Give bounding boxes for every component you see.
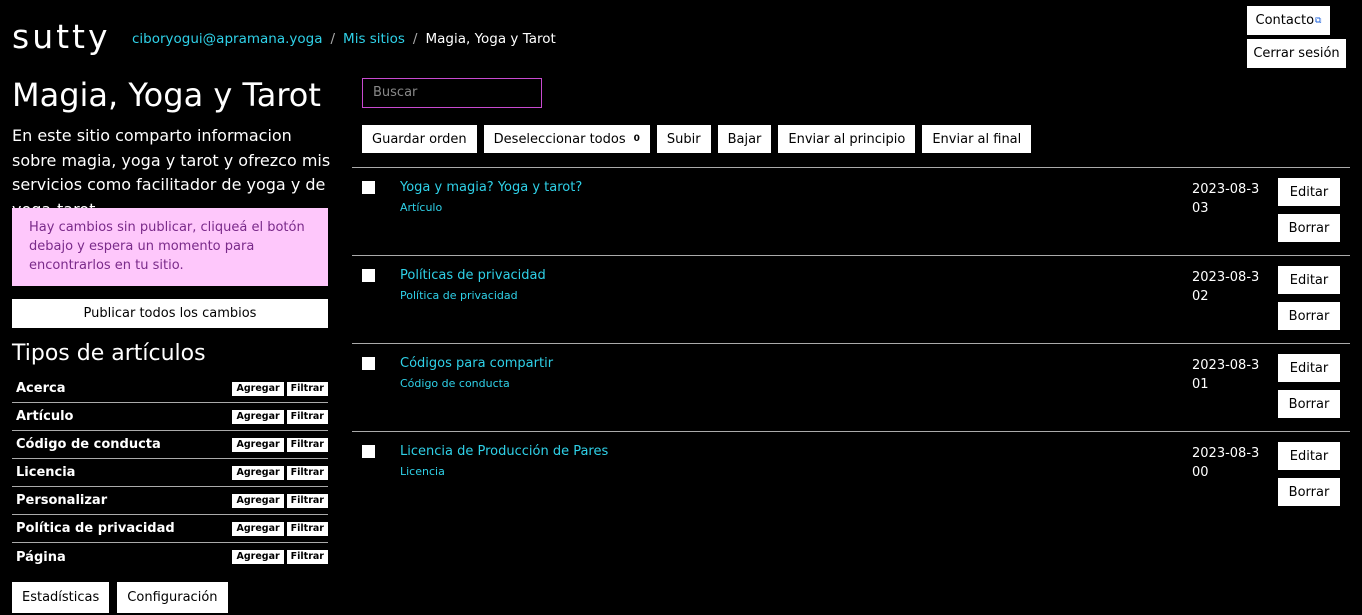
edit-button[interactable]: Editar bbox=[1278, 266, 1340, 294]
add-button[interactable]: Agregar bbox=[232, 466, 283, 480]
site-title: Magia, Yoga y Tarot bbox=[12, 76, 321, 114]
list-item bbox=[352, 343, 1350, 431]
post-type-link[interactable]: Licencia bbox=[400, 465, 445, 478]
add-button[interactable]: Agregar bbox=[232, 522, 283, 536]
add-button[interactable]: Agregar bbox=[232, 438, 283, 452]
list-item bbox=[352, 167, 1350, 255]
post-type-link[interactable]: Política de privacidad bbox=[400, 289, 518, 302]
breadcrumb bbox=[132, 31, 556, 47]
article-types-heading: Tipos de artículos bbox=[12, 341, 206, 366]
post-type-link[interactable]: Código de conducta bbox=[400, 377, 510, 390]
type-label: Página bbox=[16, 549, 66, 565]
filter-button[interactable]: Filtrar bbox=[287, 382, 328, 396]
filter-button[interactable]: Filtrar bbox=[287, 522, 328, 536]
edit-button[interactable]: Editar bbox=[1278, 354, 1340, 382]
post-date: 2023-08-302 bbox=[1192, 270, 1260, 304]
select-checkbox[interactable] bbox=[362, 445, 375, 458]
selected-count-badge: 0 bbox=[633, 134, 640, 144]
post-type-link[interactable]: Artículo bbox=[400, 201, 443, 214]
post-title-link[interactable]: Códigos para compartir bbox=[400, 356, 554, 371]
filter-button[interactable]: Filtrar bbox=[287, 550, 328, 564]
sutty-logo[interactable]: sutty bbox=[12, 17, 111, 56]
filter-button[interactable]: Filtrar bbox=[287, 438, 328, 452]
post-date: 2023-08-301 bbox=[1192, 358, 1260, 392]
type-label: Acerca bbox=[16, 381, 66, 396]
publish-all-button[interactable]: Publicar todos los cambios bbox=[12, 299, 328, 328]
select-checkbox[interactable] bbox=[362, 181, 375, 194]
type-row-personalizar bbox=[12, 487, 328, 515]
add-button[interactable]: Agregar bbox=[232, 494, 283, 508]
select-checkbox[interactable] bbox=[362, 357, 375, 370]
delete-button[interactable]: Borrar bbox=[1278, 478, 1340, 506]
breadcrumb-separator: / bbox=[412, 31, 418, 47]
logout-button[interactable]: Cerrar sesión bbox=[1247, 39, 1346, 68]
select-checkbox[interactable] bbox=[362, 269, 375, 282]
breadcrumb-current-site: Magia, Yoga y Tarot bbox=[425, 31, 556, 47]
deselect-all-label: Deseleccionar todos bbox=[493, 131, 626, 147]
post-date: 2023-08-300 bbox=[1192, 446, 1260, 480]
edit-button[interactable]: Editar bbox=[1278, 178, 1340, 206]
post-date: 2023-08-303 bbox=[1192, 182, 1260, 216]
type-label: Licencia bbox=[16, 465, 76, 480]
type-label: Política de privacidad bbox=[16, 521, 175, 536]
sidebar-footer-buttons bbox=[12, 582, 228, 613]
external-link-icon: ⧉ bbox=[1315, 15, 1322, 26]
save-order-button[interactable]: Guardar orden bbox=[362, 125, 477, 153]
post-title-link[interactable]: Políticas de privacidad bbox=[400, 268, 546, 283]
unpublished-changes-notice: Hay cambios sin publicar, cliqueá el botón debajo y espera un momento para encontrarlos en tu sitio. bbox=[12, 208, 328, 286]
type-label: Personalizar bbox=[16, 493, 108, 508]
posts-list bbox=[352, 167, 1350, 519]
add-button[interactable]: Agregar bbox=[232, 550, 283, 564]
deselect-all-button[interactable] bbox=[484, 125, 650, 153]
list-toolbar bbox=[362, 125, 1031, 153]
delete-button[interactable]: Borrar bbox=[1278, 214, 1340, 242]
article-types-list bbox=[12, 375, 328, 571]
move-up-button[interactable]: Subir bbox=[657, 125, 711, 153]
contact-label: Contacto bbox=[1255, 13, 1315, 28]
filter-button[interactable]: Filtrar bbox=[287, 466, 328, 480]
type-row-politica-de-privacidad bbox=[12, 515, 328, 543]
add-button[interactable]: Agregar bbox=[232, 410, 283, 424]
statistics-button[interactable]: Estadísticas bbox=[12, 582, 109, 613]
site-description: En este sitio comparto informacion sobre magia, yoga y tarot y ofrezco mis servicios como facilitador de yoga y de bbox=[12, 126, 331, 194]
type-row-acerca bbox=[12, 375, 328, 403]
configuration-button[interactable]: Configuración bbox=[117, 582, 227, 613]
type-label: Artículo bbox=[16, 409, 74, 424]
breadcrumb-separator: / bbox=[330, 31, 336, 47]
search-input[interactable]: Buscar bbox=[362, 78, 542, 108]
add-button[interactable]: Agregar bbox=[232, 382, 283, 396]
edit-button[interactable]: Editar bbox=[1278, 442, 1340, 470]
post-title-link[interactable]: Licencia de Producción de Pares bbox=[400, 444, 609, 459]
breadcrumb-my-sites[interactable]: Mis sitios bbox=[343, 31, 405, 47]
type-row-licencia bbox=[12, 459, 328, 487]
post-title-link[interactable]: Yoga y magia? Yoga y tarot? bbox=[400, 180, 583, 195]
list-item bbox=[352, 431, 1350, 519]
filter-button[interactable]: Filtrar bbox=[287, 494, 328, 508]
move-down-button[interactable]: Bajar bbox=[718, 125, 772, 153]
send-to-end-button[interactable]: Enviar al final bbox=[922, 125, 1031, 153]
type-row-codigo-de-conducta bbox=[12, 431, 328, 459]
send-to-start-button[interactable]: Enviar al principio bbox=[778, 125, 915, 153]
type-label: Código de conducta bbox=[16, 437, 161, 452]
list-item bbox=[352, 255, 1350, 343]
delete-button[interactable]: Borrar bbox=[1278, 390, 1340, 418]
contact-button[interactable] bbox=[1247, 6, 1330, 35]
filter-button[interactable]: Filtrar bbox=[287, 410, 328, 424]
type-row-pagina bbox=[12, 543, 328, 571]
breadcrumb-user[interactable]: ciboryogui@apramana.yoga bbox=[132, 31, 323, 47]
delete-button[interactable]: Borrar bbox=[1278, 302, 1340, 330]
type-row-articulo bbox=[12, 403, 328, 431]
